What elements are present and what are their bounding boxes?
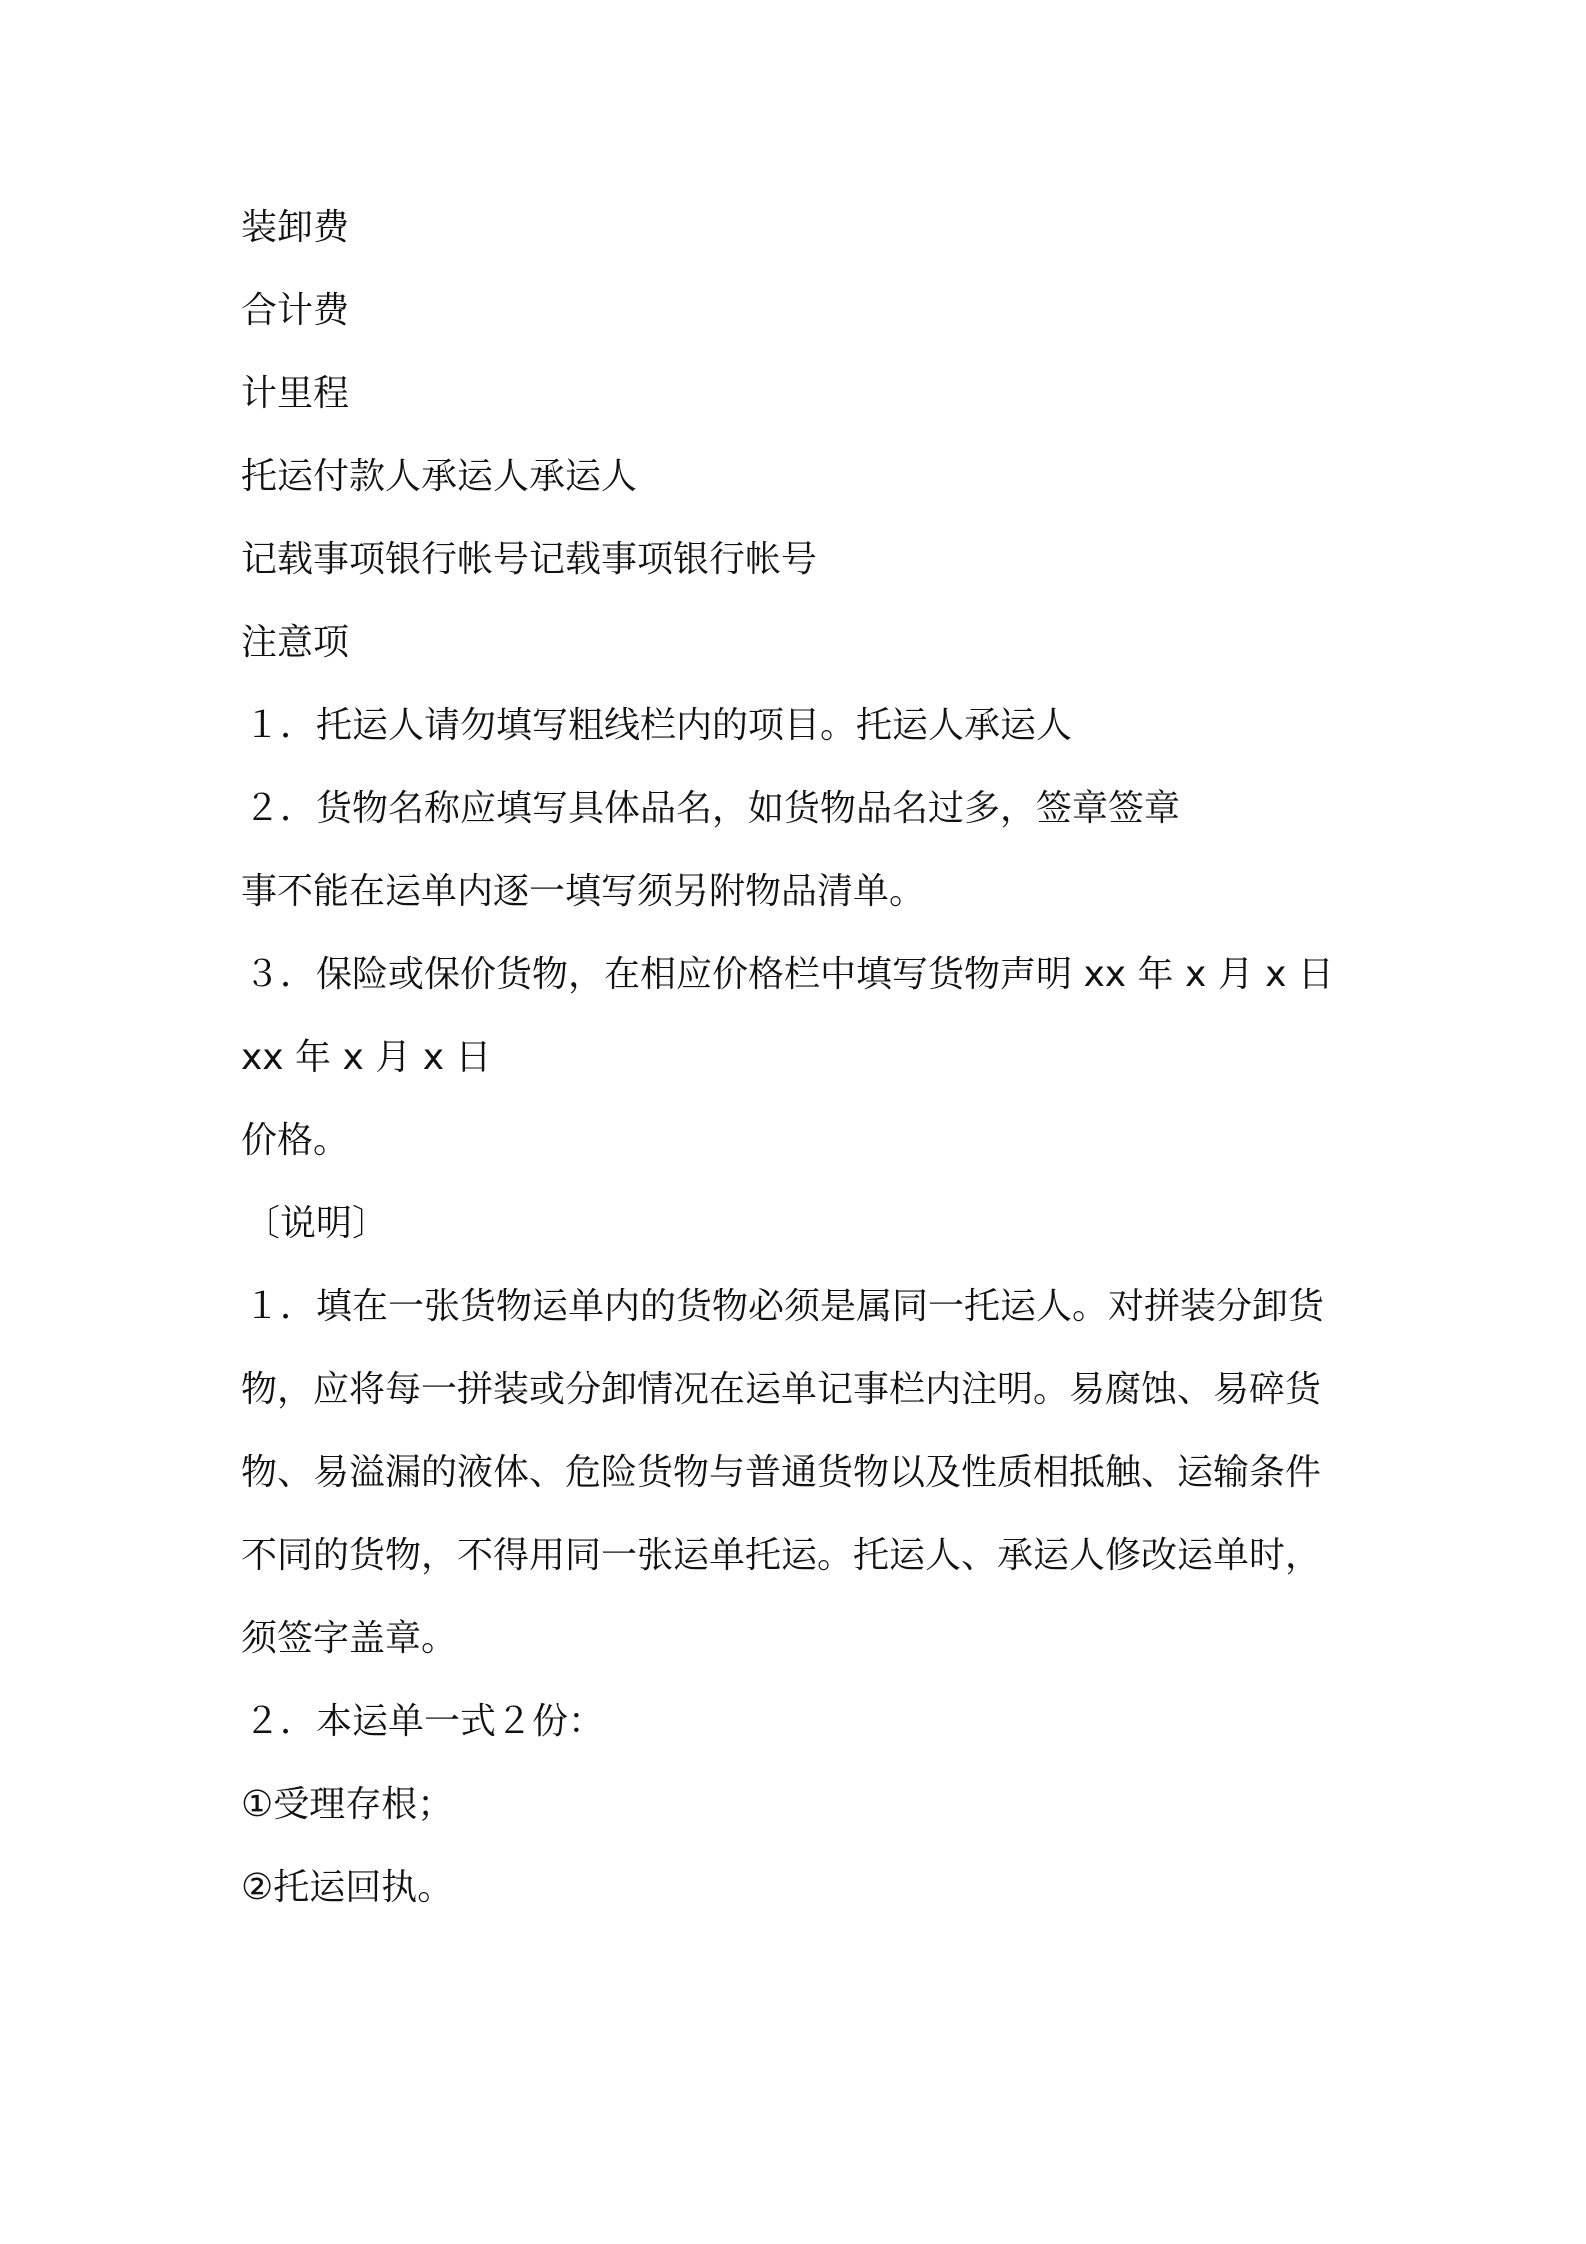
line-bank-account: 记载事项银行帐号记载事项银行帐号	[241, 539, 818, 580]
explanation-item-1-cont-1: 物，应将每一拼装或分卸情况在运单记事栏内注明。易腐蚀、易碎货	[241, 1369, 1322, 1410]
notice-item-3: ３．保险或保价货物，在相应价格栏中填写货物声明 xx 年 x 月 x 日	[244, 954, 1334, 995]
notice-heading: 注意项	[241, 622, 350, 663]
notice-item-1: １．托运人请勿填写粗线栏内的项目。托运人承运人	[244, 705, 1073, 746]
explanation-heading: 〔说明〕	[244, 1203, 389, 1244]
line-mileage: 计里程	[241, 373, 350, 414]
line-payer-carrier: 托运付款人承运人承运人	[241, 456, 638, 497]
line-total-fee: 合计费	[241, 290, 350, 331]
explanation-item-1-cont-4: 须签字盖章。	[241, 1618, 458, 1659]
explanation-item-1-cont-3: 不同的货物，不得用同一张运单托运。托运人、承运人修改运单时，	[241, 1535, 1322, 1576]
line-loading-fee: 装卸费	[241, 207, 350, 248]
explanation-item-1: １．填在一张货物运单内的货物必须是属同一托运人。对拼装分卸货	[244, 1286, 1325, 1327]
notice-item-2-cont: 事不能在运单内逐一填写须另附物品清单。	[241, 871, 926, 912]
copy-2: ②托运回执。	[241, 1867, 454, 1908]
copy-1: ①受理存根；	[241, 1784, 454, 1825]
notice-item-3-cont: 价格。	[241, 1120, 350, 1161]
explanation-item-1-cont-2: 物、易溢漏的液体、危险货物与普通货物以及性质相抵触、运输条件	[241, 1452, 1322, 1493]
date-line: xx 年 x 月 x 日	[241, 1037, 492, 1078]
notice-item-2: ２．货物名称应填写具体品名，如货物品名过多，签章签章	[244, 788, 1181, 829]
explanation-item-2: ２．本运单一式２份：	[244, 1701, 605, 1742]
